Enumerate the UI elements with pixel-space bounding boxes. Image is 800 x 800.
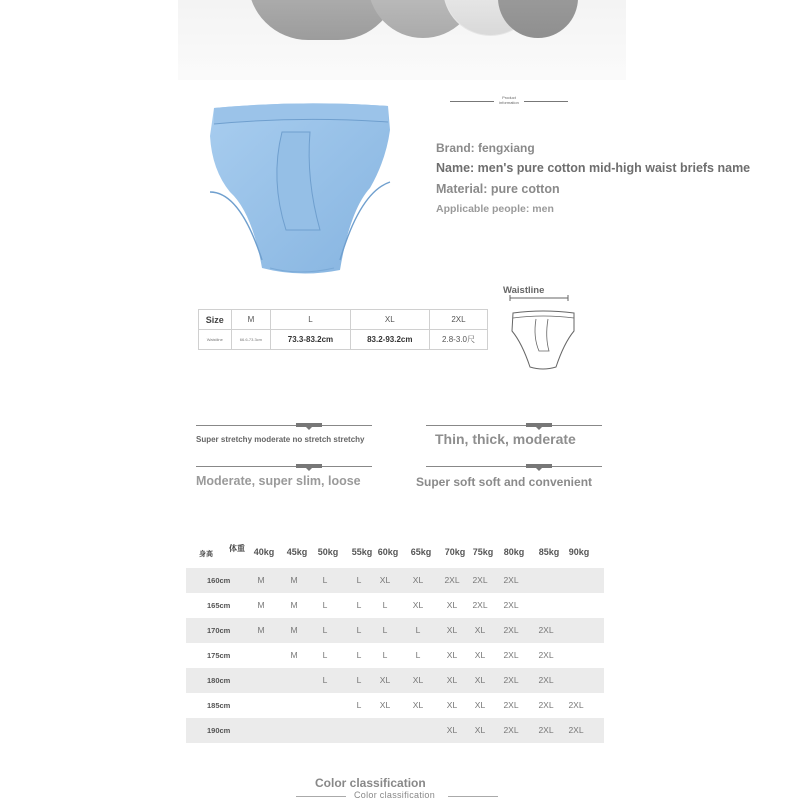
size-recommendation-cell: M — [290, 575, 298, 585]
table-row — [186, 718, 604, 743]
size-recommendation-cell: L — [356, 575, 362, 585]
size-cell: M — [231, 310, 271, 330]
size-recommendation-cell: 2XL — [472, 600, 488, 610]
size-table — [198, 309, 488, 350]
height-cell: 175cm — [207, 651, 231, 660]
size-recommendation-cell: XL — [379, 675, 391, 685]
size-recommendation-cell: 2XL — [503, 700, 519, 710]
spec-applicable-people: Applicable people: men — [436, 203, 554, 215]
size-recommendation-table — [186, 538, 604, 743]
size-recommendation-cell: L — [382, 600, 388, 610]
size-recommendation-cell: XL — [446, 600, 458, 610]
size-recommendation-cell: M — [290, 625, 298, 635]
stretch-slider — [196, 425, 372, 426]
spec-brand: Brand: fengxiang — [436, 141, 535, 155]
height-cell: 170cm — [207, 626, 231, 635]
weight-header-cell: 55kg — [351, 547, 373, 557]
size-recommendation-cell: 2XL — [538, 650, 554, 660]
size-recommendation-cell: XL — [412, 700, 424, 710]
size-recommendation-cell: 2XL — [568, 700, 584, 710]
weight-header-cell: 75kg — [472, 547, 494, 557]
size-recommendation-cell: XL — [474, 700, 486, 710]
size-recommendation-cell: L — [322, 600, 328, 610]
table-row — [186, 618, 604, 643]
waistline-label: Waistline — [503, 285, 545, 296]
weight-header-cell: 80kg — [503, 547, 525, 557]
thickness-attribute: Thin, thick, moderate — [435, 431, 576, 447]
weight-header-cell: 90kg — [568, 547, 590, 557]
divider — [296, 796, 346, 797]
table-row — [186, 593, 604, 618]
size-recommendation-cell: L — [322, 650, 328, 660]
size-recommendation-cell: XL — [474, 725, 486, 735]
hero-photo — [178, 0, 626, 80]
fit-slider — [196, 466, 372, 467]
size-recommendation-cell: M — [257, 625, 265, 635]
size-recommendation-cell: XL — [379, 575, 391, 585]
size-recommendation-cell: XL — [446, 700, 458, 710]
weight-header-cell: 40kg — [253, 547, 275, 557]
weight-header-cell: 60kg — [377, 547, 399, 557]
size-recommendation-cell: XL — [446, 650, 458, 660]
softness-attribute: Super soft soft and convenient — [416, 475, 593, 489]
size-recommendation-cell: 2XL — [538, 625, 554, 635]
size-recommendation-cell: L — [415, 650, 421, 660]
height-cell: 185cm — [207, 701, 231, 710]
divider — [448, 796, 498, 797]
size-row — [199, 310, 488, 330]
table-row — [186, 568, 604, 593]
size-recommendation-cell: L — [322, 575, 328, 585]
size-recommendation-cell: 2XL — [538, 700, 554, 710]
size-recommendation-cell: XL — [474, 625, 486, 635]
size-recommendation-cell: M — [290, 600, 298, 610]
size-recommendation-cell: L — [415, 625, 421, 635]
size-recommendation-cell: L — [322, 625, 328, 635]
size-recommendation-cell: M — [257, 575, 265, 585]
table-row — [186, 643, 604, 668]
table-row — [186, 693, 604, 718]
weight-header-row — [186, 538, 604, 568]
size-recommendation-cell: 2XL — [472, 575, 488, 585]
product-info-heading — [450, 95, 568, 105]
weight-header-cell: 85kg — [538, 547, 560, 557]
size-recommendation-cell: 2XL — [568, 725, 584, 735]
spec-name: Name: men's pure cotton mid-high waist briefs name — [436, 161, 751, 175]
size-recommendation-cell: 2XL — [503, 575, 519, 585]
size-recommendation-cell: 2XL — [503, 725, 519, 735]
size-recommendation-cell: 2XL — [503, 675, 519, 685]
height-corner-label: 身高 — [199, 551, 213, 558]
size-recommendation-cell: XL — [446, 675, 458, 685]
size-recommendation-cell: XL — [412, 575, 424, 585]
height-cell: 190cm — [207, 726, 231, 735]
size-recommendation-cell: L — [356, 700, 362, 710]
waistline-cell: 66.6-73.3cm — [231, 330, 271, 350]
size-recommendation-cell: 2XL — [538, 725, 554, 735]
size-recommendation-cell: L — [382, 650, 388, 660]
size-recommendation-cell: L — [356, 600, 362, 610]
size-recommendation-cell: L — [356, 675, 362, 685]
size-recommendation-cell: M — [257, 600, 265, 610]
size-cell: 2XL — [429, 310, 487, 330]
waistline-diagram — [508, 293, 578, 373]
spec-material: Material: pure cotton — [436, 182, 560, 196]
size-recommendation-cell: L — [356, 650, 362, 660]
size-cell: XL — [350, 310, 429, 330]
size-recommendation-cell: 2XL — [503, 600, 519, 610]
size-recommendation-cell: XL — [474, 675, 486, 685]
height-cell: 165cm — [207, 601, 231, 610]
height-cell: 160cm — [207, 576, 231, 585]
size-recommendation-cell: XL — [474, 650, 486, 660]
weight-header-cell: 70kg — [444, 547, 466, 557]
weight-header-cell: 50kg — [317, 547, 339, 557]
weight-header-cell: 45kg — [286, 547, 308, 557]
size-recommendation-cell: 2XL — [538, 675, 554, 685]
size-row-label: Size — [199, 310, 232, 330]
size-recommendation-cell: 2XL — [503, 650, 519, 660]
size-recommendation-cell: XL — [412, 675, 424, 685]
size-recommendation-cell: 2XL — [503, 625, 519, 635]
waistline-cell: 83.2-93.2cm — [350, 330, 429, 350]
waistline-cell: 2.8-3.0尺 — [429, 330, 487, 350]
size-recommendation-cell: L — [356, 625, 362, 635]
waistline-row — [199, 330, 488, 350]
size-recommendation-cell: L — [322, 675, 328, 685]
color-classification-subtitle: Color classification — [354, 790, 436, 800]
thickness-slider — [426, 425, 602, 426]
waistline-cell: 73.3-83.2cm — [271, 330, 350, 350]
stretch-attribute: Super stretchy moderate no stretch stretchy — [196, 435, 365, 444]
size-recommendation-cell: XL — [379, 700, 391, 710]
fit-attribute: Moderate, super slim, loose — [196, 474, 361, 488]
size-recommendation-cell: 2XL — [444, 575, 460, 585]
softness-slider — [426, 466, 602, 467]
height-cell: 180cm — [207, 676, 231, 685]
waistline-row-label: Waistline — [199, 330, 232, 350]
weight-corner-label: 体重 — [229, 544, 245, 553]
weight-header-cell: 65kg — [410, 547, 432, 557]
size-recommendation-cell: XL — [446, 625, 458, 635]
size-recommendation-cell: L — [382, 625, 388, 635]
size-cell: L — [271, 310, 350, 330]
size-recommendation-cell: XL — [412, 600, 424, 610]
size-recommendation-cell: XL — [446, 725, 458, 735]
briefs-product-image — [200, 100, 400, 280]
color-classification-title: Color classification — [315, 776, 426, 790]
table-row — [186, 668, 604, 693]
size-recommendation-cell: M — [290, 650, 298, 660]
product-info-heading-text: Product information — [499, 95, 519, 105]
